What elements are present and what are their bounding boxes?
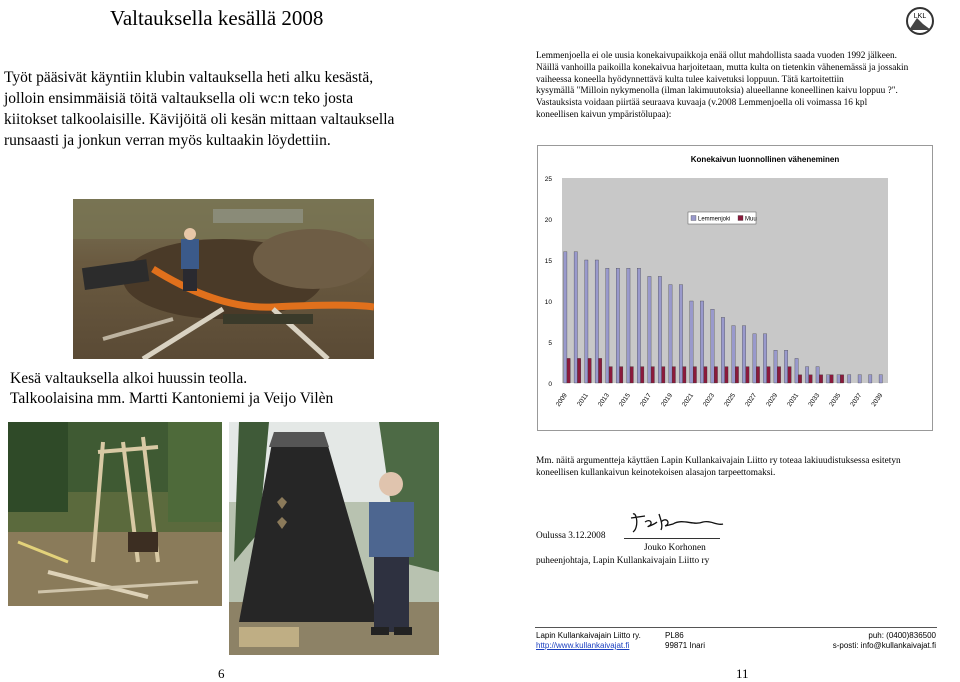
bar-lemmenjoki <box>574 252 577 383</box>
caption-line: Talkoolaisina mm. Martti Kantoniemi ja Veijo Vilèn <box>10 390 334 407</box>
bar-lemmenjoki <box>564 252 567 383</box>
intro-line: Lemmenjoella ei ole uusia konekaivupaikkoja enää ollut mahdollista saada vuoden 1992 jälkeen. <box>536 51 897 61</box>
x-tick-label: 2039 <box>870 392 885 408</box>
bar-muu <box>641 367 644 383</box>
photo-outhouse-image <box>229 422 439 655</box>
y-tick-label: 20 <box>544 217 552 224</box>
bar-lemmenjoki <box>816 367 819 383</box>
signature-line <box>624 538 720 539</box>
bar-lemmenjoki <box>837 375 840 383</box>
x-tick-label: 2025 <box>723 392 738 408</box>
bar-lemmenjoki <box>753 334 756 383</box>
bar-lemmenjoki <box>679 285 682 383</box>
bar-lemmenjoki <box>627 268 630 383</box>
bar-lemmenjoki <box>669 285 672 383</box>
outro-line: koneellisen kullankaivun keinotekoisen alasajon tarpeettomaksi. <box>536 467 776 478</box>
bar-lemmenjoki <box>826 375 829 383</box>
bar-chart <box>538 146 932 430</box>
x-tick-label: 2021 <box>681 392 696 408</box>
lkl-logo <box>905 6 935 36</box>
bar-muu <box>809 375 812 383</box>
bar-lemmenjoki <box>795 358 798 383</box>
footer-right <box>833 631 936 651</box>
bar-lemmenjoki <box>595 260 598 383</box>
legend-swatch <box>691 216 696 221</box>
bar-muu <box>651 367 654 383</box>
y-tick-label: 5 <box>548 340 552 347</box>
x-tick-label: 2031 <box>786 392 801 408</box>
x-tick-label: 2019 <box>660 392 675 408</box>
paragraph-line: jolloin ensimmäisiä töitä valtauksella oli wc:n teko josta <box>4 90 354 107</box>
bar-lemmenjoki <box>858 375 861 383</box>
paragraph-line: runsaasti ja jonkun verran myös kultaakin löydettiin. <box>4 132 331 149</box>
bar-lemmenjoki <box>606 268 609 383</box>
photo-outhouse <box>229 422 439 655</box>
outro-line: Mm. näitä argumentteja käyttäen Lapin Kullankaivajain Liitto ry toteaa lakiuudistuksessa esitetyn <box>536 456 901 466</box>
bar-muu <box>662 367 665 383</box>
bar-muu <box>777 367 780 383</box>
bar-lemmenjoki <box>648 276 651 383</box>
bar-muu <box>588 358 591 383</box>
bar-muu <box>672 367 675 383</box>
bar-lemmenjoki <box>805 367 808 383</box>
bar-lemmenjoki <box>700 301 703 383</box>
bar-lemmenjoki <box>763 334 766 383</box>
bar-muu <box>577 358 580 383</box>
x-tick-label: 2027 <box>744 392 759 408</box>
bar-lemmenjoki <box>732 326 735 383</box>
bar-muu <box>714 367 717 383</box>
y-tick-label: 0 <box>548 381 552 388</box>
footer-phone: puh: (0400)836500 <box>868 631 936 640</box>
photo-digging-site-image <box>73 199 374 359</box>
paragraph-line: Työt pääsivät käyntiin klubin valtauksella heti alku kesästä, <box>4 69 374 86</box>
intro-line: vaiheessa koneella hyödynnettävä kulta tulee kaivetuksi loppuun. Tätä kartoitettiin <box>536 74 844 85</box>
y-tick-label: 10 <box>544 299 552 306</box>
intro-line: kysymällä "Milloin nykymenolla (ilman lakimuutoksia) alueellanne koneellinen kaivu loppuu ?". <box>536 86 898 97</box>
bar-muu <box>693 367 696 383</box>
place-date: Oulussa 3.12.2008 <box>536 531 606 541</box>
plot-area <box>562 178 888 383</box>
outro-text <box>536 456 936 480</box>
footer-url-link[interactable]: http://www.kullankaivajat.fi <box>536 641 630 650</box>
bar-muu <box>609 367 612 383</box>
bar-muu <box>735 367 738 383</box>
x-tick-label: 2009 <box>554 392 569 408</box>
x-tick-label: 2037 <box>849 392 864 408</box>
handwritten-signature <box>625 508 725 538</box>
caption-line: Kesä valtauksella alkoi huussin teolla. <box>10 370 248 387</box>
bar-lemmenjoki <box>690 301 693 383</box>
x-tick-label: 2033 <box>807 392 822 408</box>
intro-line: Vastauksista voidaan piirtää seuraava kuvaaja (v.2008 Lemmenjoella oli voimassa 16 kpl <box>536 98 868 109</box>
legend-swatch <box>738 216 743 221</box>
bar-lemmenjoki <box>616 268 619 383</box>
photo-construction <box>8 422 222 606</box>
footer-email: s-posti: info@kullankaivajat.fi <box>832 641 936 650</box>
bar-muu <box>725 367 728 383</box>
intro-paragraph <box>4 67 474 151</box>
bar-lemmenjoki <box>721 317 724 383</box>
photo-construction-image <box>8 422 222 606</box>
footer-postal: 99871 Inari <box>665 641 706 650</box>
page-number-left: 6 <box>218 666 225 681</box>
bar-muu <box>819 375 822 383</box>
signer-name: Jouko Korhonen <box>644 543 706 553</box>
bar-muu <box>788 367 791 383</box>
footer-po-box: PL86 <box>665 631 684 640</box>
photo-caption <box>10 369 333 409</box>
bar-muu <box>683 367 686 383</box>
footer-org: Lapin Kullankaivajain Liitto ry. <box>536 631 641 640</box>
bar-muu <box>798 375 801 383</box>
footer-left <box>536 631 641 651</box>
bar-lemmenjoki <box>774 350 777 383</box>
bar-lemmenjoki <box>585 260 588 383</box>
page-title: Valtauksella kesällä 2008 <box>110 6 324 30</box>
intro-text <box>536 51 936 122</box>
bar-muu <box>630 367 633 383</box>
bar-lemmenjoki <box>637 268 640 383</box>
bar-muu <box>756 367 759 383</box>
intro-line: Näillä vanhoilla paikoilla konekaivua harjoitetaan, mutta kulta on tietenkin vähenemässä ja jossakin <box>536 62 909 73</box>
intro-line: koneellisen kaivun ympäristölupaa): <box>536 109 672 120</box>
bar-lemmenjoki <box>879 375 882 383</box>
x-tick-label: 2029 <box>765 392 780 408</box>
photo-digging-site <box>73 199 374 359</box>
x-tick-label: 2023 <box>702 392 717 408</box>
x-tick-label: 2011 <box>576 392 590 408</box>
footer-middle <box>665 631 705 651</box>
bar-lemmenjoki <box>658 276 661 383</box>
legend-label: Lemmenjoki <box>698 216 731 223</box>
bar-muu <box>598 358 601 383</box>
svg-text:LKL: LKL <box>913 13 927 20</box>
bar-muu <box>830 375 833 383</box>
signature-image <box>625 508 725 538</box>
bar-lemmenjoki <box>711 309 714 383</box>
x-tick-label: 2015 <box>617 392 632 408</box>
page-number-right: 11 <box>736 666 749 681</box>
legend-label: Muu <box>745 216 757 223</box>
bar-muu <box>746 367 749 383</box>
x-tick-label: 2035 <box>828 392 843 408</box>
bar-muu <box>767 367 770 383</box>
bar-muu <box>704 367 707 383</box>
footer-divider <box>535 627 937 628</box>
chart-frame <box>537 145 933 431</box>
bar-muu <box>840 375 843 383</box>
logo-icon <box>905 6 935 36</box>
paragraph-line: kiitokset talkoolaisille. Kävijöitä oli kesän mittaan valtauksella <box>4 111 395 128</box>
bar-muu <box>620 367 623 383</box>
bar-muu <box>567 358 570 383</box>
bar-lemmenjoki <box>869 375 872 383</box>
chart-title: Konekaivun luonnollinen väheneminen <box>690 155 840 164</box>
x-tick-label: 2013 <box>596 392 611 408</box>
signer-role: puheenjohtaja, Lapin Kullankaivajain Liitto ry <box>536 556 710 566</box>
bar-lemmenjoki <box>742 326 745 383</box>
bar-lemmenjoki <box>784 350 787 383</box>
bar-lemmenjoki <box>848 375 851 383</box>
y-tick-label: 25 <box>544 176 552 183</box>
y-tick-label: 15 <box>544 258 552 265</box>
x-tick-label: 2017 <box>638 392 654 408</box>
